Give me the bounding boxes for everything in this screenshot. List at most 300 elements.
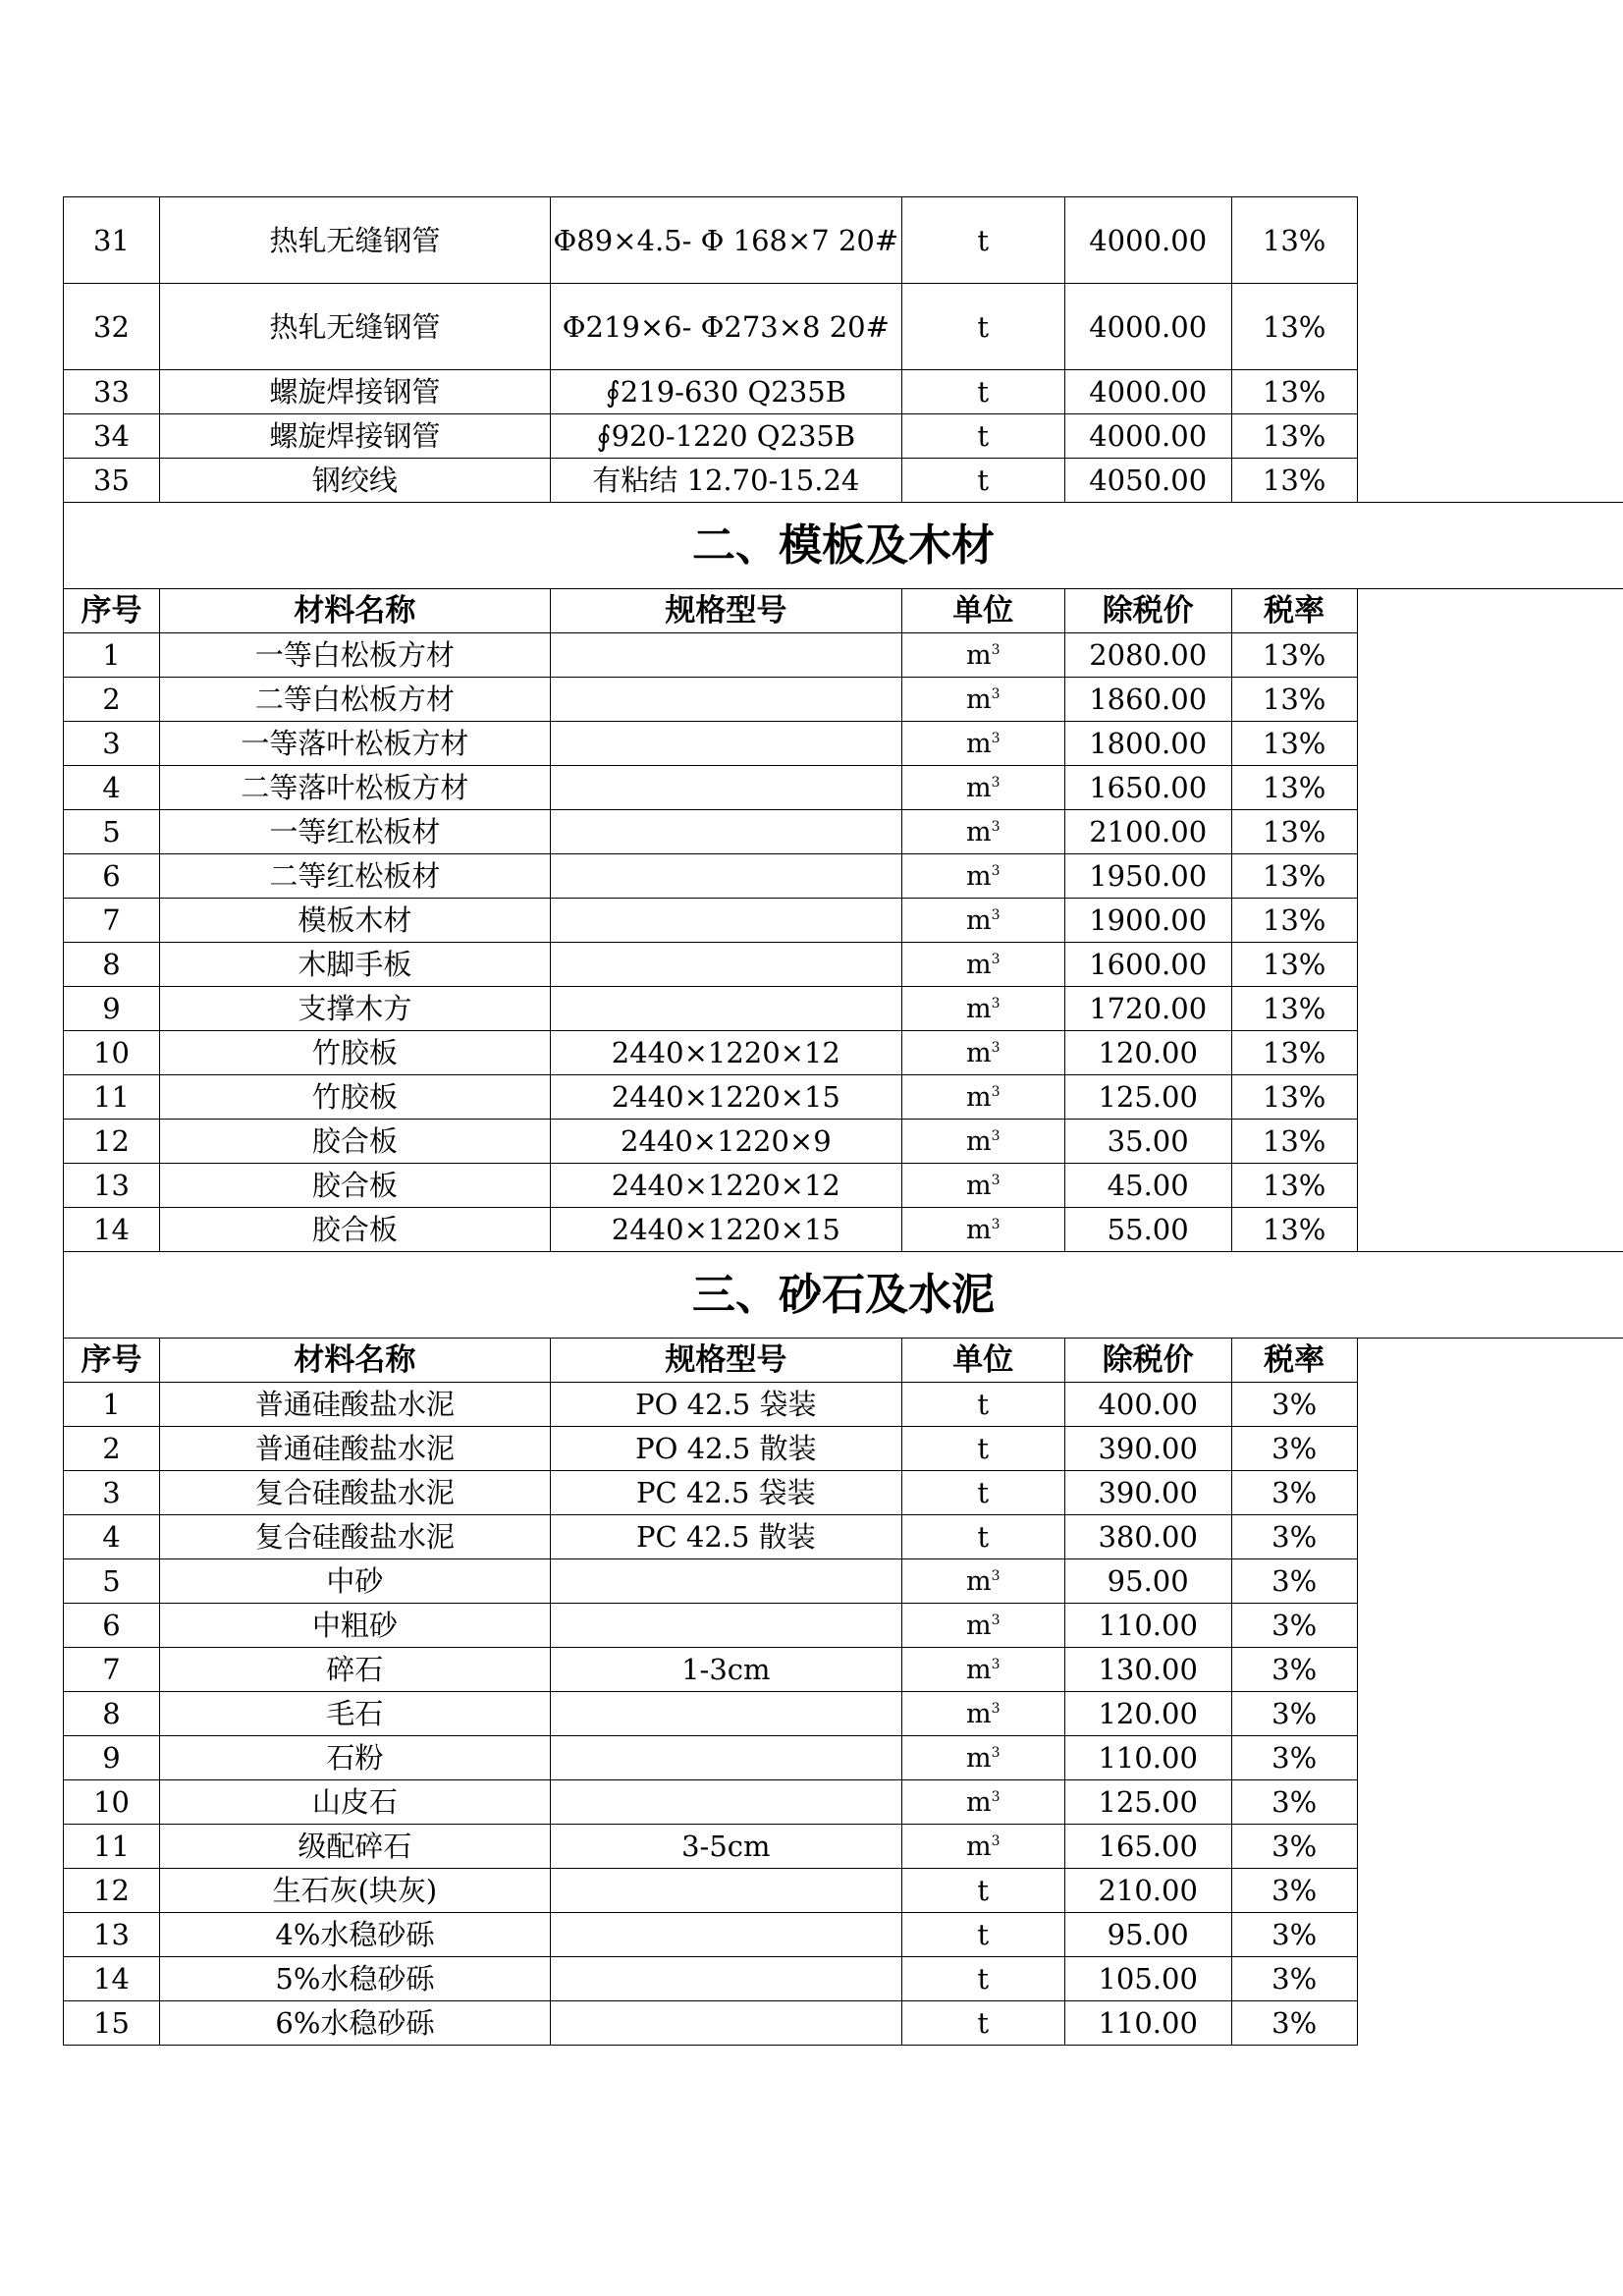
cell-spec <box>550 1604 901 1648</box>
cell-no: 4 <box>64 766 160 810</box>
header-price: 除税价 <box>1064 1339 1231 1383</box>
unit-cubic-meter: $m^3$ <box>965 1831 1001 1862</box>
table-header-row <box>64 1339 1623 1383</box>
table-row <box>64 2001 1623 2046</box>
cell-no: 34 <box>64 414 160 459</box>
cell-name: 6%水稳砂砾 <box>159 2001 550 2046</box>
superscript-3: 3 <box>991 1128 1001 1144</box>
cell-no: 4 <box>64 1515 160 1559</box>
header-unit: 单位 <box>901 1339 1064 1383</box>
margin-cell <box>1357 414 1623 459</box>
margin-cell <box>1357 722 1623 766</box>
cell-tax: 13% <box>1231 284 1357 370</box>
cell-name: 普通硅酸盐水泥 <box>159 1427 550 1471</box>
margin-cell <box>1357 1869 1623 1913</box>
margin-cell <box>1357 1604 1623 1648</box>
cell-price: 125.00 <box>1064 1075 1231 1120</box>
cell-spec <box>550 899 901 943</box>
cell-spec: 2440×1220×12 <box>550 1031 901 1075</box>
cell-unit <box>901 1075 1064 1120</box>
margin-cell <box>1357 1208 1623 1252</box>
superscript-3: 3 <box>991 1701 1001 1717</box>
cell-name: 二等落叶松板方材 <box>159 766 550 810</box>
cell-unit: t <box>901 459 1064 503</box>
cell-spec <box>550 722 901 766</box>
section-title: 二、模板及木材 <box>64 503 1623 589</box>
cell-unit: t <box>901 1471 1064 1515</box>
superscript-3: 3 <box>991 642 1001 658</box>
table-row <box>64 1031 1623 1075</box>
cell-no: 1 <box>64 1383 160 1427</box>
cell-no: 2 <box>64 1427 160 1471</box>
table-row <box>64 459 1623 503</box>
section-title: 三、砂石及水泥 <box>64 1252 1623 1339</box>
cell-unit <box>901 1604 1064 1648</box>
margin-cell <box>1357 1780 1623 1825</box>
margin-cell <box>1357 1427 1623 1471</box>
table-row <box>64 1692 1623 1736</box>
cell-no: 7 <box>64 1648 160 1692</box>
cell-no: 7 <box>64 899 160 943</box>
cell-no: 31 <box>64 197 160 284</box>
cell-name: 钢绞线 <box>159 459 550 503</box>
table-row <box>64 1427 1623 1471</box>
cell-name: 胶合板 <box>159 1208 550 1252</box>
cell-unit <box>901 1780 1064 1825</box>
cell-name: 碎石 <box>159 1648 550 1692</box>
unit-cubic-meter: $m^3$ <box>965 1611 1001 1641</box>
cell-unit <box>901 1208 1064 1252</box>
cell-tax: 3% <box>1231 1825 1357 1869</box>
cell-price: 1950.00 <box>1064 854 1231 899</box>
cell-no: 8 <box>64 943 160 987</box>
cell-price: 1600.00 <box>1064 943 1231 987</box>
cell-name: 石粉 <box>159 1736 550 1780</box>
table-row <box>64 1913 1623 1957</box>
cell-name: 胶合板 <box>159 1164 550 1208</box>
superscript-3: 3 <box>991 1568 1001 1584</box>
cell-unit: t <box>901 1869 1064 1913</box>
cell-spec <box>550 1957 901 2001</box>
cell-price: 55.00 <box>1064 1208 1231 1252</box>
cell-spec: ∮219-630 Q235B <box>550 370 901 414</box>
cell-spec <box>550 1780 901 1825</box>
cell-tax: 3% <box>1231 1559 1357 1604</box>
cell-unit <box>901 987 1064 1031</box>
table-row <box>64 1825 1623 1869</box>
cell-name: 螺旋焊接钢管 <box>159 370 550 414</box>
cell-price: 380.00 <box>1064 1515 1231 1559</box>
margin-cell <box>1357 1339 1623 1383</box>
cell-name: 二等红松板材 <box>159 854 550 899</box>
cell-name: 胶合板 <box>159 1120 550 1164</box>
cell-tax: 13% <box>1231 633 1357 678</box>
cell-spec <box>550 987 901 1031</box>
margin-cell <box>1357 766 1623 810</box>
margin-cell <box>1357 1120 1623 1164</box>
table-row <box>64 1383 1623 1427</box>
section-title-row <box>64 503 1623 589</box>
cell-tax: 13% <box>1231 943 1357 987</box>
cell-tax: 13% <box>1231 1164 1357 1208</box>
cell-price: 1900.00 <box>1064 899 1231 943</box>
unit-cubic-meter: $m^3$ <box>965 1743 1001 1774</box>
header-name: 材料名称 <box>159 589 550 633</box>
cell-price: 130.00 <box>1064 1648 1231 1692</box>
cell-no: 5 <box>64 810 160 854</box>
cell-no: 12 <box>64 1120 160 1164</box>
margin-cell <box>1357 1031 1623 1075</box>
cell-price: 120.00 <box>1064 1031 1231 1075</box>
cell-name: 5%水稳砂砾 <box>159 1957 550 2001</box>
margin-cell <box>1357 854 1623 899</box>
cell-spec: 2440×1220×9 <box>550 1120 901 1164</box>
table-row <box>64 899 1623 943</box>
table-row <box>64 1075 1623 1120</box>
unit-cubic-meter: $m^3$ <box>965 950 1001 980</box>
cell-name: 支撑木方 <box>159 987 550 1031</box>
margin-cell <box>1357 370 1623 414</box>
cell-spec <box>550 1736 901 1780</box>
cell-unit <box>901 1692 1064 1736</box>
cell-unit: t <box>901 370 1064 414</box>
cell-tax: 3% <box>1231 1471 1357 1515</box>
cell-spec <box>550 678 901 722</box>
cell-tax: 3% <box>1231 1648 1357 1692</box>
header-price: 除税价 <box>1064 589 1231 633</box>
unit-cubic-meter: $m^3$ <box>965 640 1001 671</box>
table-row <box>64 766 1623 810</box>
cell-name: 木脚手板 <box>159 943 550 987</box>
cell-price: 1650.00 <box>1064 766 1231 810</box>
cell-spec <box>550 854 901 899</box>
cell-tax: 13% <box>1231 1031 1357 1075</box>
cell-price: 4050.00 <box>1064 459 1231 503</box>
cell-name: 中粗砂 <box>159 1604 550 1648</box>
superscript-3: 3 <box>991 1084 1001 1100</box>
margin-cell <box>1357 1383 1623 1427</box>
header-no: 序号 <box>64 1339 160 1383</box>
cell-spec: 2440×1220×12 <box>550 1164 901 1208</box>
table-row <box>64 1648 1623 1692</box>
cell-price: 1860.00 <box>1064 678 1231 722</box>
header-spec: 规格型号 <box>550 589 901 633</box>
superscript-3: 3 <box>991 819 1001 835</box>
cell-tax: 3% <box>1231 1692 1357 1736</box>
margin-cell <box>1357 810 1623 854</box>
cell-unit: t <box>901 284 1064 370</box>
cell-price: 95.00 <box>1064 1913 1231 1957</box>
header-tax: 税率 <box>1231 1339 1357 1383</box>
cell-no: 33 <box>64 370 160 414</box>
cell-tax: 3% <box>1231 2001 1357 2046</box>
margin-cell <box>1357 197 1623 284</box>
cell-name: 复合硅酸盐水泥 <box>159 1471 550 1515</box>
cell-name: 普通硅酸盐水泥 <box>159 1383 550 1427</box>
superscript-3: 3 <box>991 1789 1001 1805</box>
unit-cubic-meter: $m^3$ <box>965 684 1001 715</box>
cell-price: 45.00 <box>1064 1164 1231 1208</box>
cell-tax: 13% <box>1231 1208 1357 1252</box>
cell-unit <box>901 678 1064 722</box>
superscript-3: 3 <box>991 1745 1001 1761</box>
cell-no: 15 <box>64 2001 160 2046</box>
cell-price: 400.00 <box>1064 1383 1231 1427</box>
cell-no: 13 <box>64 1164 160 1208</box>
superscript-3: 3 <box>991 1173 1001 1188</box>
cell-no: 14 <box>64 1957 160 2001</box>
superscript-3: 3 <box>991 731 1001 746</box>
cell-price: 390.00 <box>1064 1471 1231 1515</box>
margin-cell <box>1357 1648 1623 1692</box>
cell-name: 生石灰(块灰) <box>159 1869 550 1913</box>
cell-spec: PO 42.5 散装 <box>550 1427 901 1471</box>
margin-cell <box>1357 1692 1623 1736</box>
cell-unit: t <box>901 2001 1064 2046</box>
cell-no: 12 <box>64 1869 160 1913</box>
cell-unit: t <box>901 1427 1064 1471</box>
cell-tax: 13% <box>1231 854 1357 899</box>
table-row <box>64 1604 1623 1648</box>
cell-spec: PC 42.5 袋装 <box>550 1471 901 1515</box>
cell-unit <box>901 1736 1064 1780</box>
cell-unit <box>901 1559 1064 1604</box>
cell-unit: t <box>901 1383 1064 1427</box>
cell-unit <box>901 810 1064 854</box>
cell-spec <box>550 1913 901 1957</box>
cell-price: 110.00 <box>1064 1736 1231 1780</box>
unit-cubic-meter: $m^3$ <box>965 1215 1001 1245</box>
cell-name: 热轧无缝钢管 <box>159 197 550 284</box>
cell-unit <box>901 854 1064 899</box>
cell-unit: t <box>901 197 1064 284</box>
cell-spec: ∮920-1220 Q235B <box>550 414 901 459</box>
cell-price: 165.00 <box>1064 1825 1231 1869</box>
cell-unit: t <box>901 1957 1064 2001</box>
cell-spec <box>550 766 901 810</box>
cell-no: 32 <box>64 284 160 370</box>
cell-tax: 13% <box>1231 197 1357 284</box>
table-header-row <box>64 589 1623 633</box>
margin-cell <box>1357 1471 1623 1515</box>
cell-unit <box>901 766 1064 810</box>
cell-spec: PO 42.5 袋装 <box>550 1383 901 1427</box>
cell-no: 14 <box>64 1208 160 1252</box>
cell-name: 一等落叶松板方材 <box>159 722 550 766</box>
cell-no: 2 <box>64 678 160 722</box>
margin-cell <box>1357 284 1623 370</box>
cell-price: 210.00 <box>1064 1869 1231 1913</box>
unit-cubic-meter: $m^3$ <box>965 905 1001 936</box>
table-row <box>64 1515 1623 1559</box>
cell-name: 模板木材 <box>159 899 550 943</box>
cell-no: 1 <box>64 633 160 678</box>
unit-cubic-meter: $m^3$ <box>965 1655 1001 1685</box>
margin-cell <box>1357 459 1623 503</box>
superscript-3: 3 <box>991 1040 1001 1056</box>
cell-name: 竹胶板 <box>159 1075 550 1120</box>
table-row <box>64 284 1623 370</box>
cell-unit <box>901 633 1064 678</box>
margin-cell <box>1357 943 1623 987</box>
margin-cell <box>1357 987 1623 1031</box>
cell-name: 山皮石 <box>159 1780 550 1825</box>
cell-spec <box>550 2001 901 2046</box>
superscript-3: 3 <box>991 1833 1001 1849</box>
table-row <box>64 1559 1623 1604</box>
unit-cubic-meter: $m^3$ <box>965 1787 1001 1818</box>
table-row <box>64 987 1623 1031</box>
cell-price: 110.00 <box>1064 1604 1231 1648</box>
cell-no: 35 <box>64 459 160 503</box>
cell-tax: 13% <box>1231 899 1357 943</box>
unit-cubic-meter: $m^3$ <box>965 729 1001 759</box>
cell-spec: 有粘结 12.70-15.24 <box>550 459 901 503</box>
superscript-3: 3 <box>991 863 1001 879</box>
cell-unit <box>901 1825 1064 1869</box>
superscript-3: 3 <box>991 907 1001 923</box>
table-row <box>64 1736 1623 1780</box>
cell-tax: 3% <box>1231 1780 1357 1825</box>
cell-tax: 13% <box>1231 722 1357 766</box>
cell-spec <box>550 810 901 854</box>
table-row <box>64 1471 1623 1515</box>
margin-cell <box>1357 633 1623 678</box>
cell-name: 复合硅酸盐水泥 <box>159 1515 550 1559</box>
cell-tax: 3% <box>1231 1427 1357 1471</box>
unit-cubic-meter: $m^3$ <box>965 1699 1001 1729</box>
material-price-table <box>63 196 1623 2046</box>
table-row <box>64 943 1623 987</box>
table-row <box>64 1208 1623 1252</box>
margin-cell <box>1357 1913 1623 1957</box>
cell-unit: t <box>901 414 1064 459</box>
cell-price: 4000.00 <box>1064 197 1231 284</box>
unit-cubic-meter: $m^3$ <box>965 773 1001 803</box>
superscript-3: 3 <box>991 952 1001 967</box>
cell-tax: 3% <box>1231 1736 1357 1780</box>
table-row <box>64 854 1623 899</box>
unit-cubic-meter: $m^3$ <box>965 1126 1001 1157</box>
cell-price: 110.00 <box>1064 2001 1231 2046</box>
cell-no: 11 <box>64 1075 160 1120</box>
cell-price: 105.00 <box>1064 1957 1231 2001</box>
cell-price: 2080.00 <box>1064 633 1231 678</box>
unit-cubic-meter: $m^3$ <box>965 1171 1001 1201</box>
margin-cell <box>1357 589 1623 633</box>
unit-cubic-meter: $m^3$ <box>965 1038 1001 1068</box>
superscript-3: 3 <box>991 996 1001 1011</box>
cell-price: 1800.00 <box>1064 722 1231 766</box>
cell-name: 二等白松板方材 <box>159 678 550 722</box>
cell-tax: 3% <box>1231 1604 1357 1648</box>
cell-name: 一等红松板材 <box>159 810 550 854</box>
cell-name: 一等白松板方材 <box>159 633 550 678</box>
margin-cell <box>1357 1559 1623 1604</box>
cell-no: 5 <box>64 1559 160 1604</box>
cell-tax: 13% <box>1231 414 1357 459</box>
superscript-3: 3 <box>991 686 1001 702</box>
cell-unit <box>901 1031 1064 1075</box>
cell-unit <box>901 1648 1064 1692</box>
cell-tax: 3% <box>1231 1957 1357 2001</box>
table-row <box>64 1780 1623 1825</box>
cell-name: 中砂 <box>159 1559 550 1604</box>
cell-price: 120.00 <box>1064 1692 1231 1736</box>
cell-name: 竹胶板 <box>159 1031 550 1075</box>
margin-cell <box>1357 2001 1623 2046</box>
cell-no: 3 <box>64 1471 160 1515</box>
cell-name: 螺旋焊接钢管 <box>159 414 550 459</box>
cell-spec <box>550 633 901 678</box>
table-row <box>64 1869 1623 1913</box>
cell-unit <box>901 722 1064 766</box>
cell-price: 4000.00 <box>1064 284 1231 370</box>
unit-cubic-meter: $m^3$ <box>965 817 1001 847</box>
cell-tax: 3% <box>1231 1913 1357 1957</box>
cell-spec: 1-3cm <box>550 1648 901 1692</box>
margin-cell <box>1357 1164 1623 1208</box>
cell-price: 2100.00 <box>1064 810 1231 854</box>
table-row <box>64 1120 1623 1164</box>
table-row <box>64 370 1623 414</box>
cell-tax: 3% <box>1231 1869 1357 1913</box>
cell-no: 13 <box>64 1913 160 1957</box>
table-row <box>64 722 1623 766</box>
margin-cell <box>1357 678 1623 722</box>
cell-tax: 13% <box>1231 678 1357 722</box>
cell-tax: 13% <box>1231 459 1357 503</box>
header-spec: 规格型号 <box>550 1339 901 1383</box>
superscript-3: 3 <box>991 1657 1001 1672</box>
cell-price: 390.00 <box>1064 1427 1231 1471</box>
margin-cell <box>1357 1825 1623 1869</box>
superscript-3: 3 <box>991 1217 1001 1232</box>
cell-tax: 3% <box>1231 1383 1357 1427</box>
unit-cubic-meter: $m^3$ <box>965 1566 1001 1597</box>
cell-tax: 13% <box>1231 987 1357 1031</box>
header-no: 序号 <box>64 589 160 633</box>
cell-name: 毛石 <box>159 1692 550 1736</box>
unit-cubic-meter: $m^3$ <box>965 1082 1001 1113</box>
table-row <box>64 678 1623 722</box>
table-row <box>64 633 1623 678</box>
superscript-3: 3 <box>991 1613 1001 1628</box>
cell-unit: t <box>901 1913 1064 1957</box>
cell-name: 热轧无缝钢管 <box>159 284 550 370</box>
cell-tax: 3% <box>1231 1515 1357 1559</box>
margin-cell <box>1357 899 1623 943</box>
cell-spec: Φ89×4.5- Φ 168×7 20# <box>550 197 901 284</box>
cell-price: 35.00 <box>1064 1120 1231 1164</box>
margin-cell <box>1357 1075 1623 1120</box>
unit-cubic-meter: $m^3$ <box>965 861 1001 892</box>
cell-no: 10 <box>64 1031 160 1075</box>
cell-tax: 13% <box>1231 1120 1357 1164</box>
cell-spec: 2440×1220×15 <box>550 1075 901 1120</box>
margin-cell <box>1357 1736 1623 1780</box>
table-row <box>64 1957 1623 2001</box>
table-row <box>64 810 1623 854</box>
cell-price: 4000.00 <box>1064 370 1231 414</box>
cell-price: 4000.00 <box>1064 414 1231 459</box>
cell-unit <box>901 1120 1064 1164</box>
cell-spec: PC 42.5 散装 <box>550 1515 901 1559</box>
margin-cell <box>1357 1515 1623 1559</box>
cell-name: 级配碎石 <box>159 1825 550 1869</box>
header-name: 材料名称 <box>159 1339 550 1383</box>
superscript-3: 3 <box>991 775 1001 791</box>
